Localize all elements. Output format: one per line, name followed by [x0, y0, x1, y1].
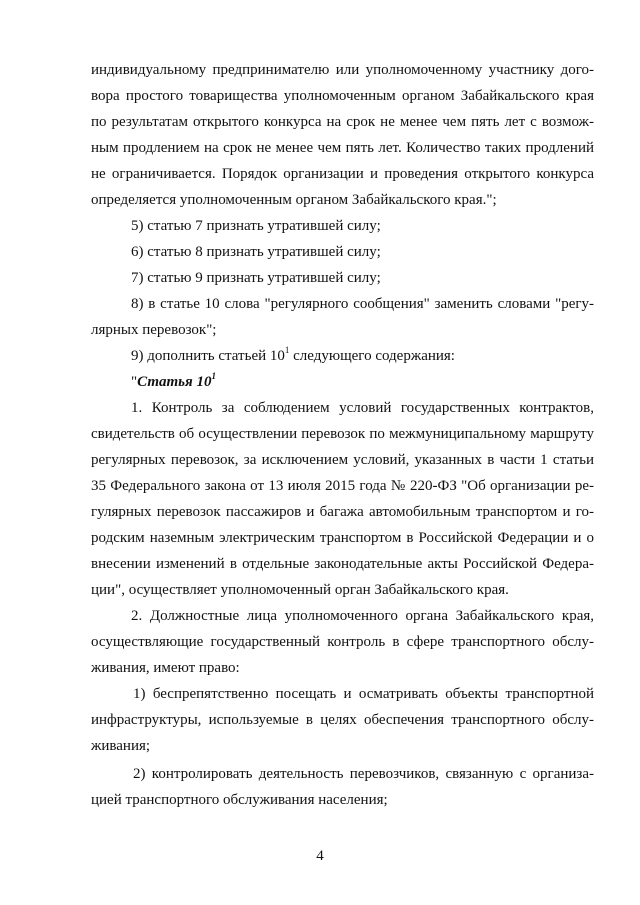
- list-item-5: 5) статью 7 признать утратившей силу;: [131, 218, 381, 234]
- text-line: регулярных перевозок, за исключением условий, указанных в части 1 статьи: [91, 452, 594, 468]
- list-item-9-text-end: следующего содержания:: [289, 348, 455, 364]
- subitem-2-line: 2) контролировать деятельность перевозчиков, связанную с организа-: [133, 766, 594, 782]
- list-item-7: 7) статью 9 признать утратившей силу;: [131, 270, 381, 286]
- text-line: 35 Федерального закона от 13 июля 2015 года № 220-ФЗ "Об организации ре-: [91, 478, 594, 494]
- text-line: гулярных перевозок пассажиров и багажа автомобильным транспортом и го-: [91, 504, 594, 520]
- page-number: 4: [316, 848, 324, 864]
- text-line: ным продлением на срок не менее чем пять лет. Количество таких продлений: [91, 140, 594, 156]
- text-line: живания, имеют право:: [91, 660, 240, 676]
- text-line: цией транспортного обслуживания населения;: [91, 792, 388, 808]
- list-item-9-text: 9) дополнить статьей 10: [131, 348, 285, 364]
- paragraph-2-line: 2. Должностные лица уполномоченного органа Забайкальского края,: [131, 608, 594, 624]
- text-line: ции", осуществляет уполномоченный орган Забайкальского края.: [91, 582, 509, 598]
- list-item-9: [131, 347, 594, 365]
- list-item-6: 6) статью 8 признать утратившей силу;: [131, 244, 381, 260]
- text-line: не ограничивается. Порядок организации и проведения открытого конкурса: [91, 166, 594, 182]
- text-line: инфраструктуры, используемые в целях обеспечения транспортного обслу-: [91, 712, 594, 728]
- text-line: живания;: [91, 738, 151, 754]
- article-heading: [131, 373, 594, 391]
- text-line: индивидуальному предпринимателю или уполномоченному участнику дого-: [91, 62, 594, 78]
- text-line: свидетельств об осуществлении перевозок по межмуниципальному маршруту: [91, 426, 594, 442]
- text-line: родским наземным электрическим транспортом в Российской Федерации и о: [91, 530, 594, 546]
- article-heading-superscript: 1: [211, 371, 217, 381]
- text-line: вора простого товарищества уполномоченным органом Забайкальского края: [91, 88, 594, 104]
- list-item-8: 8) в статье 10 слова "регулярного сообщения" заменить словами "регу-: [131, 296, 594, 312]
- text-line: осуществляющие государственный контроль в сфере транспортного обслу-: [91, 634, 594, 650]
- text-line: внесении изменений в отдельные законодательные акты Российской Федера-: [91, 556, 594, 572]
- article-heading-text: Статья 10: [137, 374, 212, 390]
- text-line: по результатам открытого конкурса на срок не менее чем пять лет с возмож-: [91, 114, 594, 130]
- text-line: лярных перевозок";: [91, 322, 217, 338]
- paragraph-1-line: 1. Контроль за соблюдением условий государственных контрактов,: [131, 400, 594, 416]
- superscript: 1: [284, 345, 290, 355]
- subitem-1-line: 1) беспрепятственно посещать и осматривать объекты транспортной: [133, 686, 594, 702]
- text-line: определяется уполномоченным органом Забайкальского края.";: [91, 192, 497, 208]
- open-quote: ": [131, 374, 138, 390]
